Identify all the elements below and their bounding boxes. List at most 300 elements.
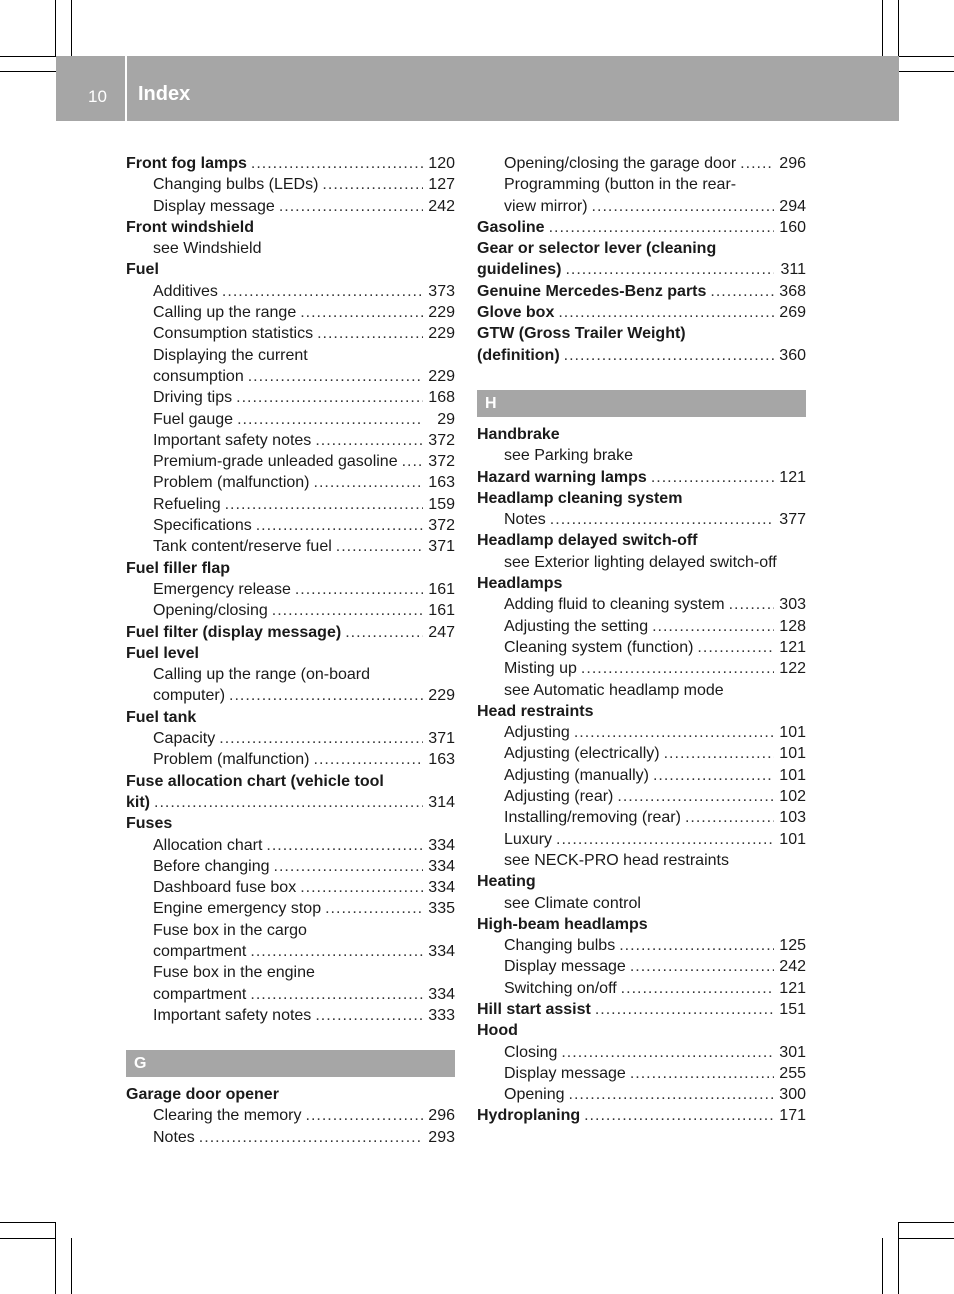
index-column-left bbox=[126, 153, 455, 1148]
entry-text: guidelines) bbox=[477, 261, 562, 279]
entry-text: Fuel bbox=[126, 261, 159, 279]
page-reference: 293 bbox=[428, 1128, 455, 1146]
dot-leader bbox=[685, 807, 774, 828]
crop-mark bbox=[882, 1238, 883, 1294]
page-reference: 296 bbox=[428, 1107, 455, 1125]
entry-text: Fuel level bbox=[126, 644, 199, 662]
page-number: 10 bbox=[88, 87, 107, 106]
page-reference: 334 bbox=[428, 879, 455, 897]
index-entry bbox=[477, 238, 806, 259]
index-subentry bbox=[126, 984, 455, 1005]
dot-leader bbox=[584, 1105, 774, 1126]
entry-text: Cleaning system (function) bbox=[504, 638, 694, 656]
crop-mark bbox=[0, 56, 56, 57]
dot-leader bbox=[322, 174, 423, 195]
entry-text: Adjusting (manually) bbox=[504, 766, 649, 784]
entry-text: Calling up the range (on-board bbox=[153, 666, 371, 684]
page-reference: 303 bbox=[779, 596, 806, 614]
page-reference: 229 bbox=[428, 325, 455, 343]
entry-text: Fuel gauge bbox=[153, 410, 234, 428]
entry-text: Driving tips bbox=[153, 389, 233, 407]
index-subentry bbox=[477, 174, 806, 195]
index-entry bbox=[477, 914, 806, 935]
header-divider bbox=[125, 56, 127, 121]
entry-text: Display message bbox=[153, 197, 275, 215]
index-subentry bbox=[477, 445, 806, 466]
entry-text: Tank content/reserve fuel bbox=[153, 538, 332, 556]
entry-text: Opening/closing the garage door bbox=[504, 155, 737, 172]
section-letter: G bbox=[126, 1050, 455, 1077]
index-subentry bbox=[126, 451, 455, 472]
dot-leader bbox=[556, 829, 774, 850]
page-reference: 247 bbox=[428, 623, 455, 641]
index-subentry bbox=[477, 1063, 806, 1084]
page-reference: 334 bbox=[428, 857, 455, 875]
index-subentry bbox=[126, 366, 455, 387]
entry-text: GTW (Gross Trailer Weight) bbox=[477, 325, 686, 343]
dot-leader bbox=[314, 749, 424, 770]
index-subentry bbox=[126, 1105, 455, 1126]
dot-leader bbox=[697, 637, 774, 658]
entry-text: Hill start assist bbox=[477, 1000, 591, 1018]
dot-leader bbox=[325, 898, 423, 919]
entry-text: Problem (malfunction) bbox=[153, 474, 310, 492]
dot-leader bbox=[664, 743, 774, 764]
dot-leader bbox=[256, 515, 423, 536]
index-subentry bbox=[126, 664, 455, 685]
dot-leader bbox=[274, 856, 423, 877]
index-subentry bbox=[477, 807, 806, 828]
page-reference: 229 bbox=[428, 304, 455, 322]
crop-mark bbox=[71, 1238, 72, 1294]
entry-text: Refueling bbox=[153, 495, 221, 513]
page-reference: 125 bbox=[779, 937, 806, 955]
page-reference: 373 bbox=[428, 282, 455, 300]
index-subentry bbox=[126, 579, 455, 600]
dot-leader bbox=[345, 622, 423, 643]
index-subentry bbox=[477, 509, 806, 530]
index-subentry bbox=[477, 552, 806, 573]
entry-text: Hood bbox=[477, 1022, 518, 1040]
entry-text: consumption bbox=[153, 367, 244, 385]
entry-text: Problem (malfunction) bbox=[153, 751, 310, 769]
entry-text: Opening bbox=[504, 1086, 565, 1104]
index-entry bbox=[477, 281, 806, 302]
index-subentry bbox=[126, 281, 455, 302]
index-subentry bbox=[126, 600, 455, 621]
entry-text: Luxury bbox=[504, 830, 553, 848]
entry-text: Premium-grade unleaded gasoline bbox=[153, 453, 398, 471]
page-reference: 127 bbox=[428, 176, 455, 194]
page-reference: 101 bbox=[779, 745, 806, 763]
dot-leader bbox=[250, 941, 423, 962]
entry-text: Capacity bbox=[153, 730, 216, 748]
entry-text: Hazard warning lamps bbox=[477, 468, 647, 486]
entry-text: Switching on/off bbox=[504, 979, 617, 997]
crop-mark bbox=[898, 0, 899, 56]
entry-text: Front windshield bbox=[126, 218, 254, 236]
entry-text: Gasoline bbox=[477, 218, 545, 236]
crop-mark bbox=[0, 1238, 56, 1239]
index-entry bbox=[477, 871, 806, 892]
index-subentry bbox=[477, 680, 806, 701]
index-entry bbox=[126, 259, 455, 280]
page-reference: 300 bbox=[779, 1086, 806, 1104]
entry-text: Fuel filter (display message) bbox=[126, 623, 342, 641]
index-entry bbox=[477, 217, 806, 238]
index-subentry bbox=[126, 941, 455, 962]
page-reference: 301 bbox=[779, 1043, 806, 1061]
page-reference: 334 bbox=[428, 942, 455, 960]
page-reference: 377 bbox=[779, 511, 806, 529]
entry-text: Before changing bbox=[153, 857, 270, 875]
entry-text: Display message bbox=[504, 958, 626, 976]
index-subentry bbox=[477, 829, 806, 850]
index-subentry bbox=[477, 935, 806, 956]
page-reference: 255 bbox=[779, 1064, 806, 1082]
page-reference: 314 bbox=[428, 793, 455, 811]
entry-text: Important safety notes bbox=[153, 431, 312, 449]
dot-leader bbox=[549, 217, 774, 238]
entry-text: Garage door opener bbox=[126, 1086, 279, 1104]
index-subentry bbox=[126, 174, 455, 195]
index-entry bbox=[477, 530, 806, 551]
entry-text: Specifications bbox=[153, 517, 252, 535]
dot-leader bbox=[266, 835, 423, 856]
page-reference: 229 bbox=[428, 687, 455, 705]
dot-leader bbox=[315, 1005, 423, 1026]
dot-leader bbox=[219, 728, 423, 749]
dot-leader bbox=[740, 153, 774, 174]
dot-leader bbox=[581, 658, 774, 679]
entry-text: High-beam headlamps bbox=[477, 915, 648, 933]
page-reference: 371 bbox=[428, 538, 455, 556]
index-subentry bbox=[126, 430, 455, 451]
entry-text: see NECK-PRO head restraints bbox=[504, 851, 729, 869]
index-entry bbox=[477, 573, 806, 594]
section-letter: H bbox=[477, 390, 806, 417]
crop-mark bbox=[55, 1222, 56, 1294]
crop-mark bbox=[898, 1222, 899, 1294]
index-entry bbox=[126, 558, 455, 579]
page-reference: 101 bbox=[779, 724, 806, 742]
entry-text: Front fog lamps bbox=[126, 155, 247, 172]
entry-text: Allocation chart bbox=[153, 836, 263, 854]
index-subentry bbox=[126, 238, 455, 259]
entry-text: Consumption statistics bbox=[153, 325, 314, 343]
dot-leader bbox=[651, 467, 774, 488]
entry-text: Fuse box in the engine bbox=[153, 964, 315, 982]
dot-leader bbox=[317, 323, 423, 344]
index-subentry bbox=[126, 685, 455, 706]
entry-text: (definition) bbox=[477, 346, 560, 364]
dot-leader bbox=[564, 345, 774, 366]
entry-text: Dashboard fuse box bbox=[153, 879, 297, 897]
crop-mark bbox=[898, 1238, 954, 1239]
page-title: Index bbox=[138, 83, 191, 105]
dot-leader bbox=[248, 366, 423, 387]
page-reference: 102 bbox=[779, 788, 806, 806]
index-subentry bbox=[477, 1084, 806, 1105]
page-reference: 335 bbox=[428, 900, 455, 918]
index-entry bbox=[126, 1084, 455, 1105]
index-subentry bbox=[126, 323, 455, 344]
dot-leader bbox=[300, 302, 423, 323]
index-subentry bbox=[126, 835, 455, 856]
dot-leader bbox=[402, 451, 423, 472]
dot-leader bbox=[550, 509, 774, 530]
page-reference: 29 bbox=[437, 410, 455, 428]
entry-text: Fuse box in the cargo bbox=[153, 921, 307, 939]
entry-text: Closing bbox=[504, 1043, 558, 1061]
entry-text: Misting up bbox=[504, 660, 577, 678]
entry-text: see Windshield bbox=[153, 240, 262, 258]
page-reference: 103 bbox=[779, 809, 806, 827]
page-reference: 171 bbox=[779, 1107, 806, 1125]
index-entry bbox=[477, 323, 806, 344]
index-entry bbox=[477, 467, 806, 488]
page-reference: 101 bbox=[779, 830, 806, 848]
index-entry bbox=[477, 345, 806, 366]
entry-text: compartment bbox=[153, 942, 247, 960]
index-subentry bbox=[477, 658, 806, 679]
index-subentry bbox=[477, 786, 806, 807]
dot-leader bbox=[315, 430, 423, 451]
index-entry bbox=[126, 813, 455, 834]
dot-leader bbox=[251, 153, 423, 174]
entry-text: Installing/removing (rear) bbox=[504, 809, 681, 827]
crop-mark bbox=[0, 71, 56, 72]
entry-text: see Exterior lighting delayed switch-off bbox=[504, 553, 777, 571]
page-reference: 368 bbox=[779, 282, 806, 300]
index-subentry bbox=[477, 978, 806, 999]
index-subentry bbox=[126, 962, 455, 983]
page-reference: 163 bbox=[428, 474, 455, 492]
dot-leader bbox=[306, 1105, 424, 1126]
dot-leader bbox=[729, 594, 774, 615]
index-entry bbox=[477, 999, 806, 1020]
index-entry bbox=[126, 643, 455, 664]
entry-text: Handbrake bbox=[477, 425, 560, 443]
index-entry bbox=[126, 792, 455, 813]
entry-text: Notes bbox=[153, 1128, 195, 1146]
dot-leader bbox=[652, 616, 774, 637]
page-reference: 334 bbox=[428, 836, 455, 854]
entry-text: Fuel tank bbox=[126, 708, 197, 726]
page-reference: 372 bbox=[428, 517, 455, 535]
index-subentry bbox=[126, 1005, 455, 1026]
index-subentry bbox=[126, 898, 455, 919]
page-reference: 163 bbox=[428, 751, 455, 769]
page-reference: 161 bbox=[428, 602, 455, 620]
page-reference: 101 bbox=[779, 766, 806, 784]
page-header bbox=[56, 56, 899, 121]
entry-text: Headlamp cleaning system bbox=[477, 489, 683, 507]
dot-leader bbox=[279, 196, 423, 217]
page-reference: 333 bbox=[428, 1006, 455, 1024]
entry-text: Displaying the current bbox=[153, 346, 308, 364]
entry-text: Adding fluid to cleaning system bbox=[504, 596, 725, 614]
dot-leader bbox=[222, 281, 423, 302]
index-subentry bbox=[126, 728, 455, 749]
dot-leader bbox=[250, 984, 423, 1005]
index-entry bbox=[477, 424, 806, 445]
entry-text: Head restraints bbox=[477, 702, 594, 720]
dot-leader bbox=[272, 600, 423, 621]
page-reference: 120 bbox=[428, 155, 455, 172]
entry-text: see Climate control bbox=[504, 894, 641, 912]
dot-leader bbox=[229, 685, 423, 706]
page-reference: 334 bbox=[428, 985, 455, 1003]
entry-text: compartment bbox=[153, 985, 247, 1003]
dot-leader bbox=[574, 722, 774, 743]
page-reference: 371 bbox=[428, 730, 455, 748]
page-reference: 360 bbox=[779, 346, 806, 364]
index-subentry bbox=[477, 153, 806, 174]
entry-text: Genuine Mercedes-Benz parts bbox=[477, 282, 707, 300]
dot-leader bbox=[565, 259, 774, 280]
entry-text: Fuel filler flap bbox=[126, 559, 231, 577]
index-subentry bbox=[126, 387, 455, 408]
index-entry bbox=[126, 707, 455, 728]
entry-text: kit) bbox=[126, 793, 150, 811]
entry-text: Additives bbox=[153, 282, 218, 300]
index-entry bbox=[477, 1020, 806, 1041]
index-subentry bbox=[126, 409, 455, 430]
index-subentry bbox=[126, 536, 455, 557]
entry-text: Glove box bbox=[477, 304, 555, 322]
page-reference: 151 bbox=[779, 1000, 806, 1018]
dot-leader bbox=[336, 536, 423, 557]
page-reference: 296 bbox=[779, 155, 806, 172]
entry-text: see Automatic headlamp mode bbox=[504, 681, 724, 699]
index-subentry bbox=[477, 616, 806, 637]
entry-text: Engine emergency stop bbox=[153, 900, 322, 918]
entry-text: Adjusting (electrically) bbox=[504, 745, 660, 763]
index-subentry bbox=[477, 743, 806, 764]
entry-text: Changing bulbs (LEDs) bbox=[153, 176, 319, 194]
entry-text: Headlamp delayed switch-off bbox=[477, 532, 698, 550]
page-reference: 294 bbox=[779, 197, 806, 215]
entry-text: Adjusting the setting bbox=[504, 617, 649, 635]
page-reference: 121 bbox=[779, 638, 806, 656]
index-subentry bbox=[126, 515, 455, 536]
index-subentry bbox=[126, 345, 455, 366]
entry-text: Opening/closing bbox=[153, 602, 268, 620]
index-entry bbox=[126, 771, 455, 792]
entry-text: Notes bbox=[504, 511, 546, 529]
dot-leader bbox=[621, 978, 774, 999]
index-entry bbox=[126, 217, 455, 238]
page-reference: 372 bbox=[428, 431, 455, 449]
index-subentry bbox=[477, 594, 806, 615]
dot-leader bbox=[710, 281, 774, 302]
index-column-right bbox=[477, 153, 806, 1127]
entry-text: Clearing the memory bbox=[153, 1107, 302, 1125]
entry-text: Headlamps bbox=[477, 575, 563, 593]
index-entry bbox=[477, 1105, 806, 1126]
page-reference: 311 bbox=[780, 261, 806, 279]
index-subentry bbox=[126, 472, 455, 493]
crop-mark bbox=[898, 1222, 954, 1223]
page-reference: 269 bbox=[779, 304, 806, 322]
entry-text: view mirror) bbox=[504, 197, 588, 215]
index-entry bbox=[477, 701, 806, 722]
page-reference: 168 bbox=[428, 389, 455, 407]
index-entry bbox=[477, 259, 806, 280]
index-subentry bbox=[477, 722, 806, 743]
dot-leader bbox=[314, 472, 424, 493]
entry-text: Changing bulbs bbox=[504, 937, 616, 955]
entry-text: computer) bbox=[153, 687, 226, 705]
crop-mark bbox=[898, 71, 954, 72]
crop-mark bbox=[55, 0, 56, 56]
dot-leader bbox=[236, 387, 423, 408]
dot-leader bbox=[154, 792, 423, 813]
dot-leader bbox=[619, 935, 774, 956]
dot-leader bbox=[630, 1063, 774, 1084]
dot-leader bbox=[295, 579, 423, 600]
dot-leader bbox=[225, 494, 423, 515]
index-subentry bbox=[126, 749, 455, 770]
page-reference: 159 bbox=[428, 495, 455, 513]
entry-text: Gear or selector lever (cleaning bbox=[477, 240, 717, 258]
index-entry bbox=[126, 153, 455, 174]
index-subentry bbox=[477, 850, 806, 871]
page-reference: 122 bbox=[779, 660, 806, 678]
dot-leader bbox=[617, 786, 774, 807]
entry-text: Fuse allocation chart (vehicle tool bbox=[126, 772, 384, 790]
entry-text: Calling up the range bbox=[153, 304, 297, 322]
entry-text: see Parking brake bbox=[504, 447, 633, 465]
entry-text: Adjusting bbox=[504, 724, 570, 742]
page-reference: 242 bbox=[428, 197, 455, 215]
crop-mark bbox=[898, 56, 954, 57]
page-reference: 242 bbox=[779, 958, 806, 976]
dot-leader bbox=[558, 302, 774, 323]
index-subentry bbox=[477, 893, 806, 914]
index-subentry bbox=[126, 856, 455, 877]
index-subentry bbox=[126, 494, 455, 515]
index-subentry bbox=[477, 765, 806, 786]
index-entry bbox=[126, 622, 455, 643]
crop-mark bbox=[882, 0, 883, 56]
crop-mark bbox=[71, 0, 72, 56]
page-reference: 372 bbox=[428, 453, 455, 471]
dot-leader bbox=[237, 409, 423, 430]
index-subentry bbox=[477, 637, 806, 658]
index-entry bbox=[477, 488, 806, 509]
dot-leader bbox=[561, 1042, 774, 1063]
page-reference: 128 bbox=[779, 617, 806, 635]
dot-leader bbox=[569, 1084, 775, 1105]
entry-text: Emergency release bbox=[153, 580, 291, 598]
entry-text: Hydroplaning bbox=[477, 1107, 581, 1125]
dot-leader bbox=[592, 196, 774, 217]
page-reference: 160 bbox=[779, 218, 806, 236]
dot-leader bbox=[653, 765, 774, 786]
index-subentry bbox=[126, 920, 455, 941]
page-reference: 161 bbox=[428, 580, 455, 598]
page-reference: 229 bbox=[428, 367, 455, 385]
index-entry bbox=[477, 302, 806, 323]
index-subentry bbox=[477, 1042, 806, 1063]
index-subentry bbox=[477, 196, 806, 217]
dot-leader bbox=[595, 999, 774, 1020]
page-reference: 121 bbox=[779, 979, 806, 997]
index-subentry bbox=[477, 956, 806, 977]
index-subentry bbox=[126, 196, 455, 217]
